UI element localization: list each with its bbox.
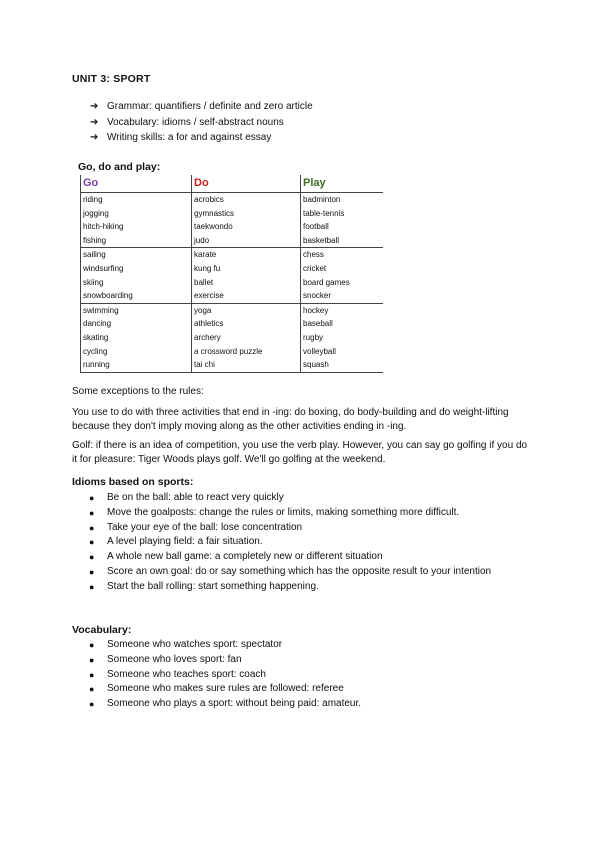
cell-go: dancing <box>81 317 192 331</box>
table-row <box>81 303 384 317</box>
vocabulary-list <box>89 638 519 712</box>
cell-play: basketball <box>301 234 384 248</box>
list-item: ● Someone who loves sport: fan <box>89 653 519 668</box>
page-title: UNIT 3: SPORT <box>72 73 151 85</box>
intro-item: ➔ Writing skills: a for and against essay <box>90 130 313 146</box>
cell-play: baseball <box>303 319 333 329</box>
list-item: ● Take your eye of the ball: lose concentration <box>89 521 519 536</box>
paragraph-golf: Golf: if there is an idea of competition, you use the verb play. However, you can say go golfing if you do it for pleasure: Tiger Woods plays golf. We'll go golfing at the weekend. <box>72 440 528 465</box>
cell-go: snowboarding <box>81 289 192 303</box>
bullet-icon: ● <box>89 669 95 680</box>
cell-go: skating <box>81 331 192 345</box>
bullet-icon: ● <box>89 537 95 548</box>
cell-go: running <box>81 358 192 372</box>
bullet-icon: ● <box>89 522 95 533</box>
cell-do: tai chi <box>192 358 301 372</box>
bullet-icon: ● <box>89 552 95 563</box>
cell-go: hitch-hiking <box>81 220 192 234</box>
list-item: ● Move the goalposts: change the rules or limits, making something more difficult. <box>89 506 519 521</box>
cell-do: taekwondo <box>192 220 301 234</box>
list-item: ● Someone who watches sport: spectator <box>89 638 519 653</box>
list-item: ● Someone who teaches sport: coach <box>89 668 519 683</box>
bullet-icon: ● <box>89 640 95 650</box>
cell-do: archery <box>192 331 301 345</box>
idioms-list <box>89 491 519 595</box>
cell-play: chess <box>303 250 324 260</box>
table-row <box>81 276 384 290</box>
cell-do: exercise <box>192 289 301 303</box>
arrow-icon: ➔ <box>90 116 99 128</box>
arrow-icon: ➔ <box>90 101 99 112</box>
cell-play: snocker <box>301 289 384 303</box>
cell-do: a crossword puzzle <box>192 345 301 359</box>
list-item: ● A whole new ball game: a completely new or different situation <box>89 550 519 565</box>
bullet-icon: ● <box>89 654 95 665</box>
table-row <box>81 207 384 221</box>
list-item: ● Be on the ball: able to react very quickly <box>89 491 519 506</box>
cell-do: gymnastics <box>192 207 301 221</box>
table-row <box>81 331 384 345</box>
bullet-icon: ● <box>89 493 95 503</box>
table-row <box>81 234 384 248</box>
list-item: ● A level playing field: a fair situation. <box>89 535 519 550</box>
table-title: Go, do and play: <box>78 161 161 173</box>
cell-play: cricket <box>303 263 327 273</box>
paragraph-do-exceptions: You use to do with three activities that end in -ing: do boxing, do body-building and do weight-lifting because they don't imply moving along as the other activities ending in -ing. <box>72 407 509 432</box>
cell-do: judo <box>192 234 301 248</box>
cell-do: karate <box>192 248 301 262</box>
cell-play: football <box>303 222 329 232</box>
cell-go: fishing <box>81 234 192 248</box>
cell-play: badminton <box>303 195 341 204</box>
cell-play: volleyball <box>303 346 336 356</box>
cell-play: squash <box>301 358 384 372</box>
intro-item: ➔ Grammar: quantifiers / definite and zero article <box>90 99 313 115</box>
cell-do: acrobics <box>192 193 301 207</box>
cell-go: cycling <box>81 345 192 359</box>
cell-do: ballet <box>192 276 301 290</box>
cell-go: jogging <box>81 207 192 221</box>
exceptions-intro: Some exceptions to the rules: <box>72 386 204 397</box>
table-header-row <box>81 175 384 193</box>
cell-play: table-tennis <box>303 208 345 218</box>
list-item: ● Score an own goal: do or say something which has the opposite result to your intention <box>89 565 519 580</box>
list-item: ● Someone who plays a sport: without being paid: amateur. <box>89 697 519 712</box>
cell-do: yoga <box>192 303 301 317</box>
cell-do: athletics <box>192 317 301 331</box>
vocabulary-heading: Vocabulary: <box>72 624 132 636</box>
cell-go: sailing <box>81 248 192 262</box>
table-row <box>81 193 384 207</box>
table-row <box>81 358 384 372</box>
table-row <box>81 289 384 303</box>
cell-play: hockey <box>303 305 329 315</box>
table-row <box>81 220 384 234</box>
header-play: Play <box>301 175 384 193</box>
header-do: Do <box>192 175 301 193</box>
idioms-heading: Idioms based on sports: <box>72 476 194 488</box>
intro-item: ➔ Vocabulary: idioms / self-abstract nouns <box>90 115 313 131</box>
cell-go: swimming <box>81 303 192 317</box>
cell-play: rugby <box>303 332 324 342</box>
table-row <box>81 345 384 359</box>
table-row <box>81 248 384 262</box>
list-item: ● Start the ball rolling: start something happening. <box>89 580 519 595</box>
header-go: Go <box>81 175 192 193</box>
cell-go: windsurfing <box>81 262 192 276</box>
cell-do: kung fu <box>192 262 301 276</box>
go-do-play-table <box>80 175 383 373</box>
bullet-icon: ● <box>89 699 95 710</box>
table-row <box>81 317 384 331</box>
cell-play: board games <box>303 277 350 287</box>
list-item: ● Someone who makes sure rules are followed: referee <box>89 682 519 697</box>
table-row <box>81 262 384 276</box>
arrow-icon: ➔ <box>90 132 99 143</box>
cell-go: riding <box>81 193 192 207</box>
bullet-icon: ● <box>89 507 95 518</box>
bullet-icon: ● <box>89 566 95 577</box>
bullet-icon: ● <box>89 581 95 592</box>
cell-go: skiing <box>81 276 192 290</box>
intro-list <box>90 99 313 146</box>
bullet-icon: ● <box>89 684 95 695</box>
